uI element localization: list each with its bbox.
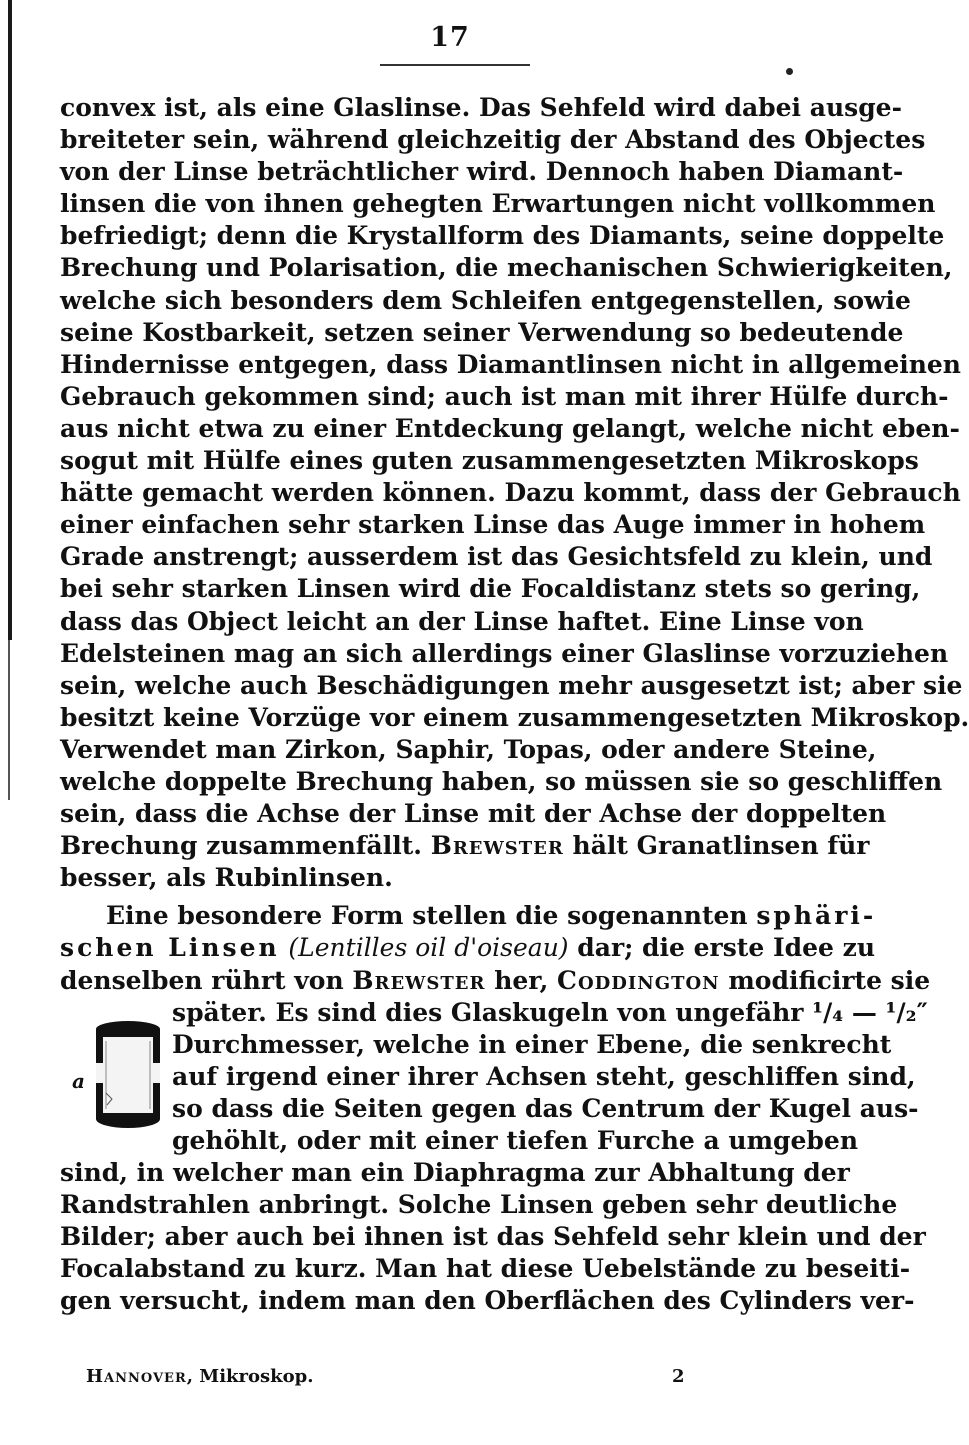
text-line (60, 900, 877, 932)
text-line: Gebrauch gekommen sind; auch ist man mit ihrer Hülfe durch- (60, 381, 949, 411)
paragraph-1 (60, 92, 969, 894)
text-line: welche doppelte Brechung haben, so müssen sie so geschliffen (60, 766, 943, 796)
text-run: Brechung zusammenfällt. (60, 831, 422, 861)
text-line: besser, als Rubinlinsen. (60, 863, 393, 893)
text-line: convex ist, als eine Glaslinse. Das Sehfeld wird dabei ausge- (60, 93, 902, 122)
coddington-lens-drawing (76, 1019, 166, 1131)
text-line: besitzt keine Vorzüge vor einem zusammengesetzten Mikroskop. (60, 702, 969, 732)
spaced-term: sphäri- (756, 901, 877, 931)
text-line: aus nicht etwa zu einer Entdeckung gelangt, welche nicht eben- (60, 413, 960, 443)
text-line: sind, in welcher man ein Diaphragma zur Abhaltung der (60, 1158, 850, 1188)
text-run: modificirte sie (728, 965, 931, 995)
author-name-brewster: Brewster (430, 831, 564, 861)
text-line: sein, dass die Achse der Linse mit der Achse der doppelten (60, 799, 887, 829)
text-line: welche sich besonders dem Schleifen entgegenstellen, sowie (60, 285, 911, 315)
text-line (60, 965, 931, 997)
text-line: Brechung und Polarisation, die mechanischen Schwierigkeiten, (60, 253, 953, 283)
header-rule (380, 64, 530, 66)
text-line: einer einfachen sehr starken Linse das Auge immer in hohem (60, 510, 926, 540)
footer-author: Hannover (86, 1366, 187, 1387)
text-line: gehöhlt, oder mit einer tiefen Furche a umgeben (172, 1126, 858, 1155)
text-line: auf irgend einer ihrer Achsen steht, geschliffen sind, (172, 1061, 916, 1091)
text-line: linsen die von ihnen gehegten Erwartungen nicht vollkommen (60, 189, 936, 219)
text-run: Eine besondere Form stellen die sogenannten (106, 901, 748, 931)
text-line: Grade anstrengt; ausserdem ist das Gesichtsfeld zu klein, und (60, 542, 933, 572)
text-line (60, 932, 876, 964)
ink-speck (786, 68, 793, 75)
text-line: Verwendet man Zirkon, Saphir, Topas, oder andere Steine, (60, 734, 877, 764)
page-edge-shadow-lower (8, 640, 10, 800)
text-line: seine Kostbarkeit, setzen seiner Verwendung so bedeutende (60, 317, 904, 347)
text-run: denselben rührt von (60, 965, 344, 995)
text-line: sogut mit Hülfe eines guten zusammengesetzten Mikroskops (60, 446, 919, 476)
text-run: hält Granatlinsen für (572, 831, 870, 861)
text-line: Randstrahlen anbringt. Solche Linsen geben sehr deutliche (60, 1190, 898, 1220)
body-text (60, 92, 969, 1318)
text-line: gen versucht, indem man den Oberflächen des Cylinders ver- (60, 1286, 915, 1316)
text-line: sein, welche auch Beschädigungen mehr ausgesetzt ist; aber sie (60, 670, 963, 700)
paragraph-2 (60, 900, 931, 1317)
signature-mark: 2 (672, 1366, 685, 1387)
italic-term: (Lentilles oil d'oiseau) (288, 933, 569, 963)
lens-figure (72, 1019, 166, 1131)
text-line: später. Es sind dies Glaskugeln von ungefähr ¹/₄ — ¹/₂″ (172, 997, 928, 1027)
figure-label: a (72, 1068, 85, 1093)
page-edge-shadow (8, 0, 12, 640)
text-line: Edelsteinen mag an sich allerdings einer Glaslinse vorzuziehen (60, 638, 949, 668)
text-line: Bilder; aber auch bei ihnen ist das Sehfeld sehr klein und der (60, 1222, 926, 1252)
text-line: hätte gemacht werden können. Dazu kommt, dass der Gebrauch (60, 478, 961, 508)
text-line: breiteter sein, während gleichzeitig der Abstand des Objectes (60, 125, 926, 155)
text-line: von der Linse beträchtlicher wird. Dennoch haben Diamant- (60, 157, 904, 187)
author-name-coddington: Coddington (557, 965, 720, 995)
text-run: dar; die erste Idee zu (577, 933, 876, 963)
page-number: 17 (430, 22, 470, 53)
text-line: befriedigt; denn die Krystallform des Diamants, seine doppelte (60, 221, 945, 251)
text-line: so dass die Seiten gegen das Centrum der Kugel aus- (172, 1093, 919, 1123)
text-line: Focalabstand zu kurz. Man hat diese Uebelstände zu beseiti- (60, 1254, 911, 1284)
figure-wrap (60, 997, 928, 1157)
spaced-term: schen Linsen (60, 933, 280, 963)
footer-title: , Mikroskop. (186, 1366, 314, 1387)
text-run: her, (494, 965, 549, 995)
text-line: dass das Object leicht an der Linse haftet. Eine Linse von (60, 606, 864, 636)
text-line: Durchmesser, welche in einer Ebene, die senkrecht (172, 1029, 892, 1059)
text-line: bei sehr starken Linsen wird die Focaldistanz stets so gering, (60, 574, 921, 604)
footer-citation (86, 1366, 314, 1387)
text-line (60, 830, 870, 862)
author-name-brewster: Brewster (352, 965, 486, 995)
text-line: Hindernisse entgegen, dass Diamantlinsen nicht in allgemeinen (60, 349, 961, 379)
